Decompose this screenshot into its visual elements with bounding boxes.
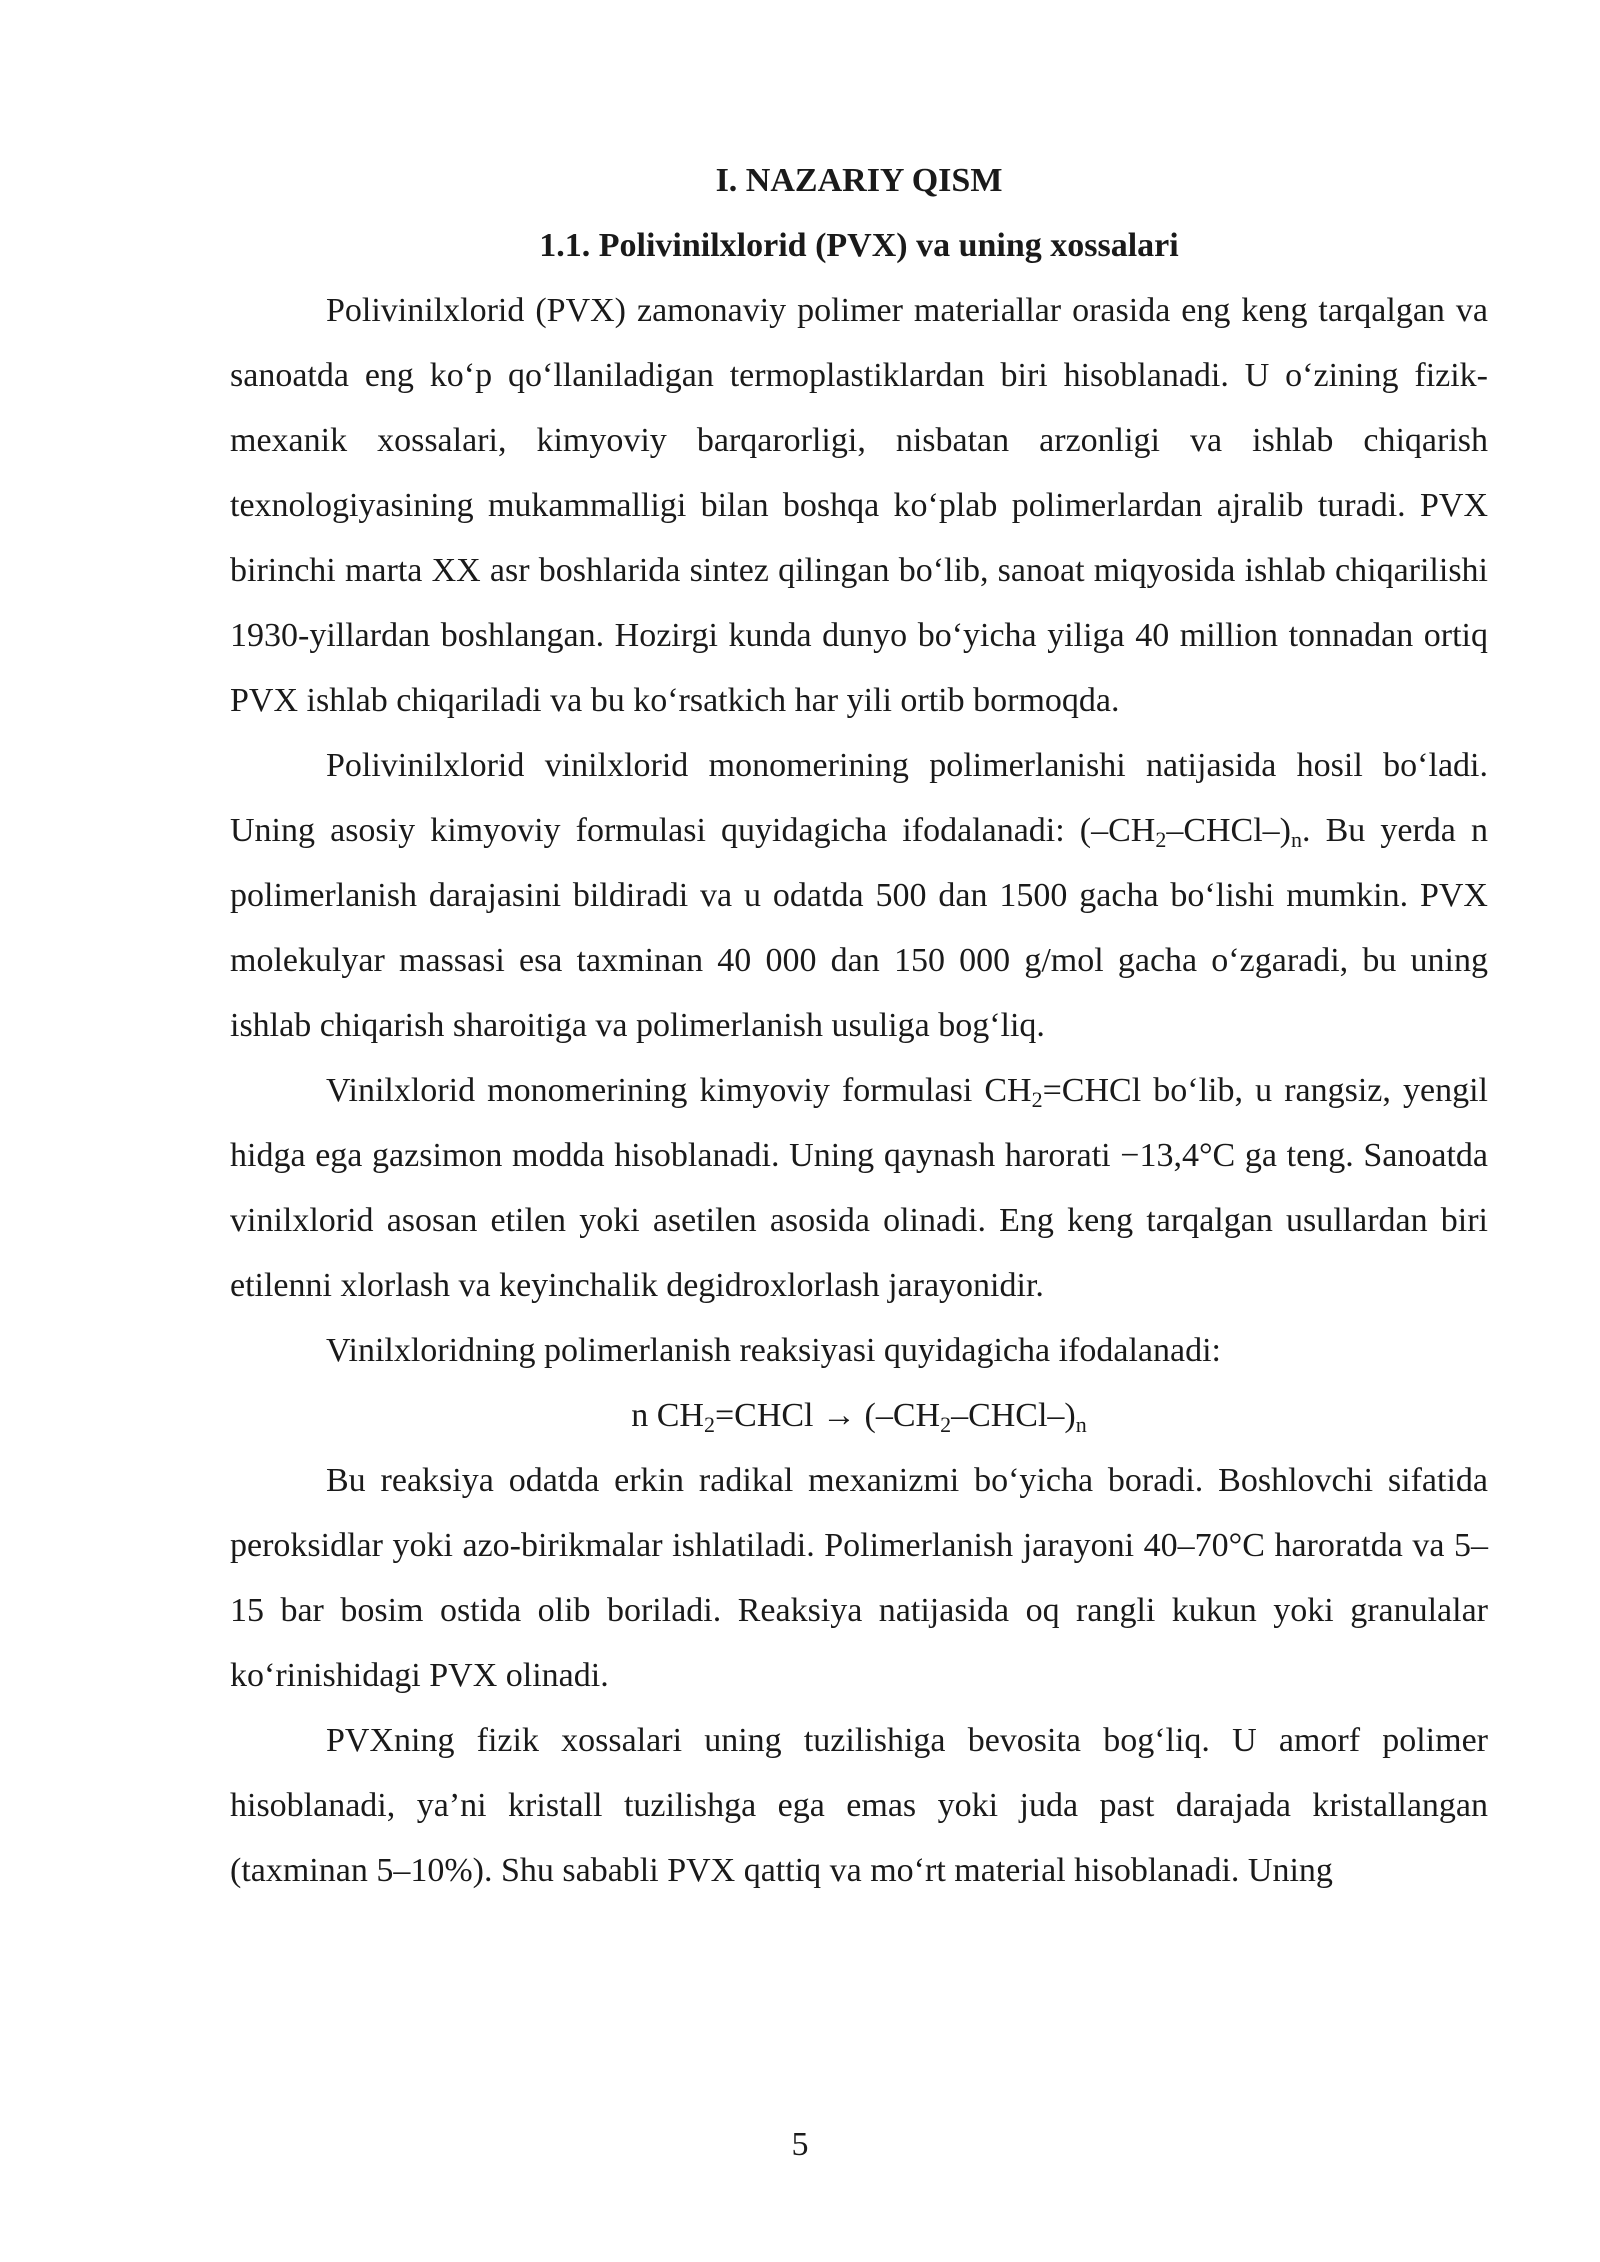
subscript-n: n [1291, 827, 1303, 852]
paragraph-monomer-text-b: =CHCl bo‘lib, u rangsiz, yengil hidga ega gazsimon modda hisoblanadi. Uning qaynash harorati −13,4°C ga teng. Sanoatda vinilxlorid asosan etilen yoki asetilen asosida olinadi. Eng keng tarqalgan usullardan biri etilenni xlorlash va keyinchalik degidroxlorlash jarayonidir. [230, 1072, 1488, 1304]
page-number: 5 [791, 2126, 809, 2163]
subscript-n: n [1075, 1412, 1087, 1437]
paragraph-formula-text-b: –CHCl–) [1166, 812, 1292, 849]
reaction-equation [230, 1383, 1488, 1448]
subscript-2: 2 [703, 1412, 715, 1437]
paragraph-intro: Polivinilxlorid (PVX) zamonaviy polimer materiallar orasida eng keng tarqalgan va sanoatda eng ko‘p qo‘llaniladigan termoplastiklardan biri hisoblanadi. U o‘zining fizik-mexanik xossalari, kimyoviy barqarorligi, nisbatan arzonligi va ishlab chiqarish texnologiyasining mukammalligi bilan boshqa ko‘plab polimerlardan ajralib turadi. PVX birinchi marta XX asr boshlarida sintez qilingan bo‘lib, sanoat miqyosida ishlab chiqarilishi 1930-yillardan boshlangan. Hozirgi kunda dunyo bo‘yicha yiliga 40 million tonnadan ortiq PVX ishlab chiqariladi va bu ko‘rsatkich har yili ortib bormoqda. [230, 292, 1488, 719]
document-page [230, 148, 1488, 1903]
equation-part-a: n CH [631, 1397, 704, 1434]
paragraph-monomer [230, 1058, 1488, 1318]
paragraph-formula-text-c: . Bu yerda n polimerlanish darajasini bildiradi va u odatda 500 dan 1500 gacha bo‘lishi mumkin. PVX molekulyar massasi esa taxminan 40 000 dan 150 000 g/mol gacha o‘zgaradi, bu uning ishlab chiqarish sharoitiga va polimerlanish usuliga bog‘liq. [230, 812, 1488, 1044]
section-heading: 1.1. Polivinilxlorid (PVX) va uning xossalari [539, 227, 1179, 264]
paragraph-monomer-text-a: Vinilxlorid monomerining kimyoviy formulasi CH [326, 1072, 1032, 1109]
subscript-2: 2 [1031, 1087, 1043, 1112]
paragraph-mechanism: Bu reaksiya odatda erkin radikal mexanizmi bo‘yicha boradi. Boshlovchi sifatida peroksidlar yoki azo-birikmalar ishlatiladi. Polimerlanish jarayoni 40–70°C haroratda va 5–15 bar bosim ostida olib boriladi. Reaksiya natijasida oq rangli kukun yoki granulalar ko‘rinishidagi PVX olinadi. [230, 1462, 1488, 1694]
equation-part-c: –CHCl–) [951, 1397, 1076, 1434]
part-heading: I. NAZARIY QISM [715, 162, 1003, 199]
paragraph-formula-text-a: Polivinilxlorid vinilxlorid monomerining polimerlanishi natijasida hosil bo‘ladi. Uning asosiy kimyoviy formulasi quyidagicha ifodalanadi: (–CH [230, 747, 1488, 849]
equation-part-b: =CHCl → (–CH [714, 1397, 941, 1434]
paragraph-formula [230, 733, 1488, 1058]
subscript-2: 2 [940, 1412, 952, 1437]
paragraph-reaction-intro: Vinilxloridning polimerlanish reaksiyasi quyidagicha ifodalanadi: [326, 1332, 1221, 1369]
subscript-2: 2 [1155, 827, 1167, 852]
paragraph-properties: PVXning fizik xossalari uning tuzilishiga bevosita bog‘liq. U amorf polimer hisoblanadi, ya’ni kristall tuzilishga ega emas yoki juda past darajada kristallangan (taxminan 5–10%). Shu sababli PVX qattiq va mo‘rt material hisoblanadi. Uning [230, 1722, 1488, 1889]
